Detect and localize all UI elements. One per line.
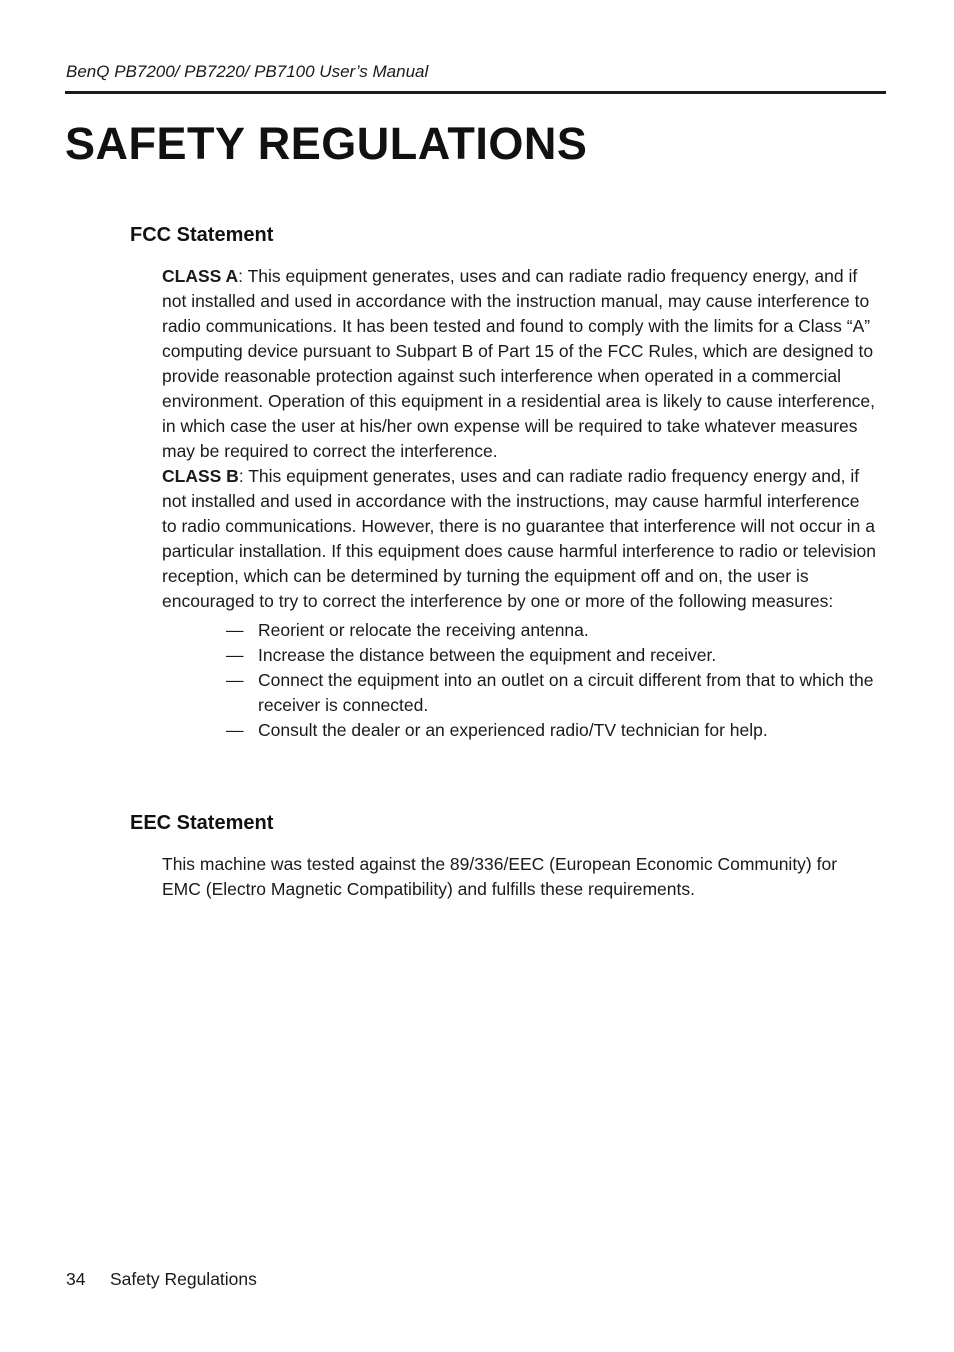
class-a-paragraph xyxy=(162,264,878,464)
measure-text: Reorient or relocate the receiving antenna. xyxy=(258,620,589,640)
list-item xyxy=(162,643,878,668)
eec-paragraph: This machine was tested against the 89/336/EEC (European Economic Community) for EMC (Electro Magnetic Compatibility) and fulfills these requirements. xyxy=(162,854,838,899)
page-title: SAFETY REGULATIONS xyxy=(65,118,588,169)
class-b-text: : This equipment generates, uses and can radiate radio frequency energy and, if not installed and used in accordance with the instructions, may cause harmful interference to radio communications. However, there is no guarantee that interference will not occur in a particular installation. If this equipment does cause harmful interference to radio or television reception, which can be determined by turning the equipment off and on, the user is encouraged to try to correct the interference by one or more of the following measures: xyxy=(162,466,876,611)
fcc-statement-body xyxy=(162,264,878,743)
measure-text: Increase the distance between the equipment and receiver. xyxy=(258,645,717,665)
dash-bullet: — xyxy=(226,620,244,640)
running-header: BenQ PB7200/ PB7220/ PB7100 User’s Manual xyxy=(66,62,429,81)
dash-bullet: — xyxy=(226,645,244,665)
class-b-label: CLASS B xyxy=(162,466,239,486)
class-b-paragraph xyxy=(162,464,878,614)
class-a-text: : This equipment generates, uses and can radiate radio frequency energy, and if not installed and used in accordance with the instruction manual, may cause interference to radio communications. It has been tested and found to comply with the limits for a Class “A” computing device pursuant to Subpart B of Part 15 of the FCC Rules, which are designed to provide reasonable protection against such interference when operated in a commercial environment. Operation of this equipment in a residential area is likely to cause interference, in which case the user at his/her own expense will be required to take whatever measures may be required to correct the interference. xyxy=(162,266,876,461)
measure-text: Consult the dealer or an experienced radio/TV technician for help. xyxy=(258,720,768,740)
list-item xyxy=(162,718,878,743)
measures-list xyxy=(162,618,878,743)
dash-bullet: — xyxy=(226,720,244,740)
footer-section-title: Safety Regulations xyxy=(110,1269,257,1289)
eec-statement-heading: EEC Statement xyxy=(130,812,274,834)
dash-bullet: — xyxy=(226,670,244,690)
page-footer xyxy=(66,1269,257,1290)
class-a-label: CLASS A xyxy=(162,266,239,286)
list-item xyxy=(162,618,878,643)
header-rule xyxy=(65,91,886,94)
eec-statement-body xyxy=(162,852,878,902)
measure-text: Connect the equipment into an outlet on a circuit different from that to which the receiver is connected. xyxy=(258,670,874,715)
page-number: 34 xyxy=(66,1269,86,1289)
fcc-statement-heading: FCC Statement xyxy=(130,224,274,246)
list-item xyxy=(162,668,878,718)
